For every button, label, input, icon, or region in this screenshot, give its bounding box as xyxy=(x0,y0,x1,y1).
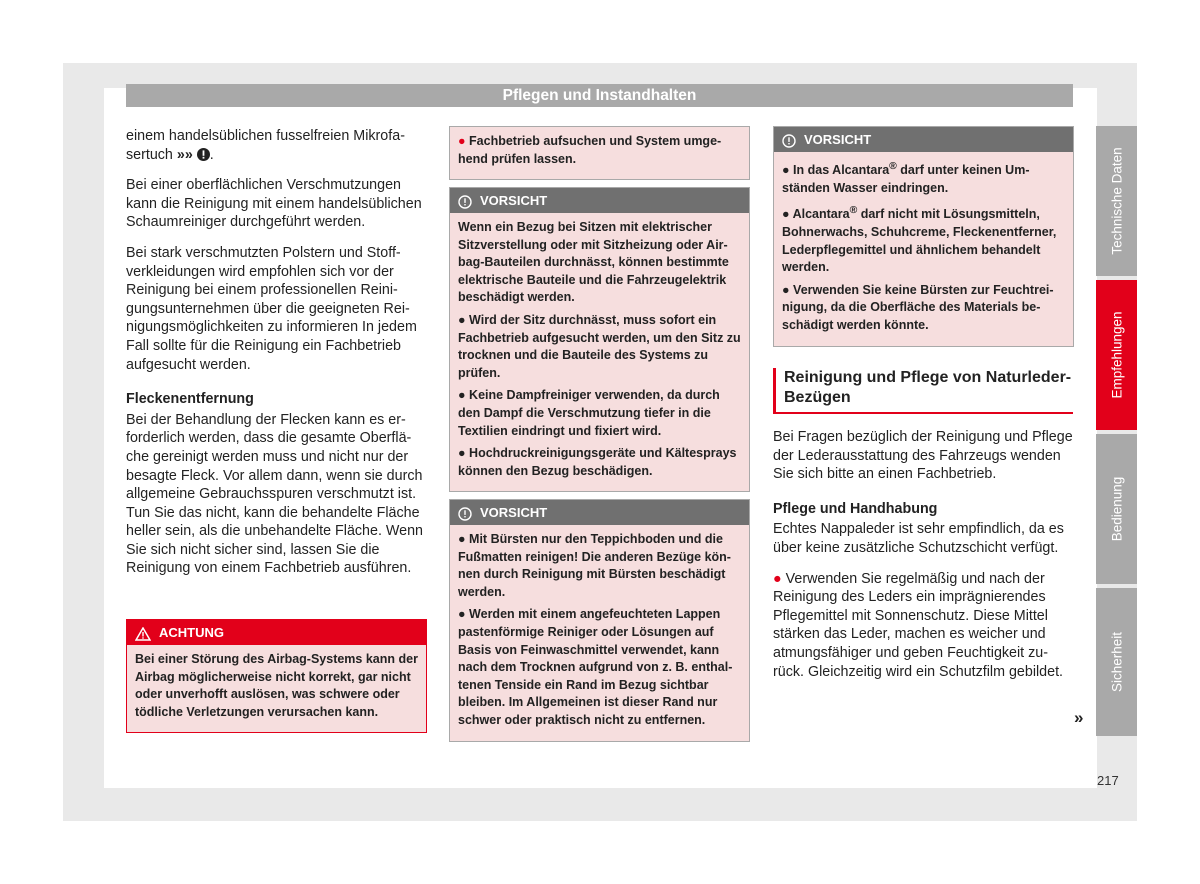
paragraph xyxy=(126,127,424,164)
tab-label: Sicherheit xyxy=(1109,631,1124,693)
caution-item xyxy=(458,531,741,601)
caution-box-body xyxy=(450,525,749,741)
caution-item-text: Werden mit einem angefeuchteten Lappen pastenförmige Reiniger oder Lösungen auf Basis von Feinwaschmittel verwendet, kann nach dem Trocknen aufgrund von z. B. enthaltenen Tenside ein Rand im Bezug sichtbar bleiben. Im Allgemeinen ist dieser Rand nur schwer oder praktisch nicht zu entfernen. xyxy=(458,607,733,727)
tab-empfehlungen[interactable] xyxy=(1096,280,1137,430)
bullet-icon: ● xyxy=(782,282,790,297)
caution-item-text: Hochdruckreinigungsgeräte und Kältesprays können den Bezug beschädigen. xyxy=(458,446,737,478)
caution-item-text: darf nicht mit Lösungsmitteln, Bohnerwachs, Schuhcreme, Fleckenentferner, Lederpflegemittel und ähnlichem behandelt werden. xyxy=(782,207,1057,275)
tab-bedienung[interactable] xyxy=(1096,434,1137,584)
subheading: Fleckenentfernung xyxy=(126,391,254,408)
bullet-icon: ● xyxy=(458,312,466,327)
caution-item-text: In das Alcantara xyxy=(793,163,890,178)
tab-technische-daten[interactable] xyxy=(1096,126,1137,276)
caution-box-2 xyxy=(449,499,750,742)
column-3 xyxy=(773,368,1073,693)
caution-box-body xyxy=(774,152,1073,346)
continue-arrow-icon: » xyxy=(1074,708,1084,727)
section-title: Reinigung und Pflege von NaturlederBezügen xyxy=(773,368,1073,414)
page-number: 217 xyxy=(1097,773,1119,788)
paragraph-end: . xyxy=(209,146,214,163)
bullet-icon: ● xyxy=(782,207,790,222)
warning-text: Bei einer Störung des Airbag-Systems kann der Airbag möglicherweise nicht korrekt, gar nicht oder unverhofft auslösen, was schwere oder tödliche Verletzungen verursachen kann. xyxy=(135,652,418,719)
bullet-icon: ● xyxy=(458,532,466,546)
tab-label: Bedienung xyxy=(1109,476,1124,542)
warning-box-title: ACHTUNG xyxy=(159,625,224,640)
paragraph-text: Verwenden Sie regelmäßig und nach der Reinigung des Leders ein imprägnierendes Pflegemittel mit Sonnenschutz. Diese Mittel stärken das Leder, machen es weicher und atmungsfähiger und geben Feuchtigkeit zurück. Gleichzeitig wird ein Schutzfilm gebildet. xyxy=(773,570,1064,680)
caution-box-title: VORSICHT xyxy=(804,132,872,147)
bullet-icon: ● xyxy=(458,446,466,461)
caution-box-header xyxy=(774,127,1073,152)
caution-continuation-box xyxy=(449,126,750,180)
caution-item xyxy=(782,202,1065,277)
tab-label: Technische Daten xyxy=(1109,147,1124,255)
caution-item xyxy=(458,312,741,382)
warning-box xyxy=(126,619,427,733)
paragraph: Bei Fragen bezüglich der Reinigung und Pflege der Lederausstattung des Fahrzeugs wenden Sie sich bitte an einen Fachbetrieb. xyxy=(773,429,1073,483)
tab-label: Empfehlungen xyxy=(1109,311,1124,399)
caution-item-text: Wird der Sitz durchnässt, muss sofort ein Fachbetrieb aufgesucht werden, um den Sitz zu trocknen und die Bauteile des Systems zu prüfen. xyxy=(458,312,741,380)
caution-item xyxy=(782,282,1065,335)
caution-box-1 xyxy=(449,187,750,492)
caution-item-text: Mit Bürsten nur den Teppichboden und die Fußmatten reinigen! Die anderen Bezüge können durch Reinigung mit Bürsten beschädigt werden. xyxy=(458,532,731,599)
subheading: Pflege und Handhabung xyxy=(773,500,938,517)
caution-box-body xyxy=(450,213,749,491)
caution-box-body xyxy=(450,127,749,179)
info-circle-icon xyxy=(782,134,796,148)
info-circle-icon xyxy=(458,507,472,521)
caution-item-text: Verwenden Sie keine Bürsten zur Feuchtreinigung, da die Oberfläche des Materials beschädigt werden könnte. xyxy=(782,282,1054,333)
caution-item-text: darf unter keinen Umständen Wasser eindringen. xyxy=(782,163,1030,195)
bullet-icon: ● xyxy=(458,134,466,148)
registered-mark: ® xyxy=(849,205,858,217)
reference-arrows: »» xyxy=(176,146,193,163)
warning-triangle-icon xyxy=(135,627,151,641)
info-circle-icon xyxy=(458,195,472,209)
caution-intro: Wenn ein Bezug bei Sitzen mit elektrischer Sitzverstellung oder mit Sitzheizung oder Airbag-Bauteilen durchnässt, können bestimmte elektrische Bauteile und die Fahrzeugelektrik beschädigt werden. xyxy=(458,220,729,305)
warning-box-header xyxy=(127,620,426,645)
paragraph: Echtes Nappaleder ist sehr empfindlich, da es über keine zusätzliche Schutzschicht verfügt. xyxy=(773,521,1064,556)
caution-item xyxy=(782,158,1065,197)
caution-box-header xyxy=(450,500,749,525)
caution-item-text: Keine Dampfreiniger verwenden, da durch den Dampf die Verschmutzung tiefer in die Textilien eindringt und fixiert wird. xyxy=(458,388,720,438)
caution-item xyxy=(458,606,741,729)
caution-item xyxy=(458,445,741,480)
caution-item xyxy=(458,133,741,168)
paragraph-text: einem handelsüblichen fusselfreien Mikrofasertuch xyxy=(126,128,405,163)
tab-sicherheit[interactable] xyxy=(1096,588,1137,736)
paragraph: Bei stark verschmutzten Polstern und Stoffverkleidungen wird empfohlen sich vor der Reinigung bei einem professionellen Reinigungsunternehmen über die geeigneten Reinigungsmöglichkeiten zu informieren In jedem Fall sollte für die Reinigung ein Fachbetrieb aufgesucht werden. xyxy=(126,244,417,373)
caution-item-text: Alcantara xyxy=(792,207,850,222)
paragraph: Bei der Behandlung der Flecken kann es erforderlich werden, dass die gesamte Oberfläche gereinigt werden muss und nicht nur der besagte Fleck. Vor allem dann, wenn sie durch allgemeine Gebrauchsspuren verschmutzt ist. Tun Sie das nicht, kann die behandelte Fläche heller sein, als die unbehandelte Fläche. Wenn Sie sich nicht sicher sind, lassen Sie die Reinigung von einem Fachbetrieb ausführen. xyxy=(126,411,423,577)
warning-box-body xyxy=(127,645,426,732)
column-1 xyxy=(126,127,424,590)
caution-box-header xyxy=(450,188,749,213)
caution-box-title: VORSICHT xyxy=(480,505,548,520)
caution-item-text: Fachbetrieb aufsuchen und System umgehend prüfen lassen. xyxy=(458,134,722,166)
caution-box-3 xyxy=(773,126,1074,347)
registered-mark: ® xyxy=(889,161,897,172)
warning-reference-icon xyxy=(197,148,210,161)
bullet-icon: ● xyxy=(458,607,466,622)
paragraph: Bei einer oberflächlichen Verschmutzungen kann die Reinigung mit einem handelsüblichen Schaumreiniger durchgeführt werden. xyxy=(126,177,422,231)
bullet-icon: ● xyxy=(773,570,782,587)
bullet-icon: ● xyxy=(458,388,466,403)
caution-item xyxy=(458,387,741,440)
caution-box-title: VORSICHT xyxy=(480,193,548,208)
bullet-icon: ● xyxy=(782,163,790,178)
paragraph xyxy=(773,570,1073,682)
page-header: Pflegen und Instandhalten xyxy=(126,84,1073,107)
